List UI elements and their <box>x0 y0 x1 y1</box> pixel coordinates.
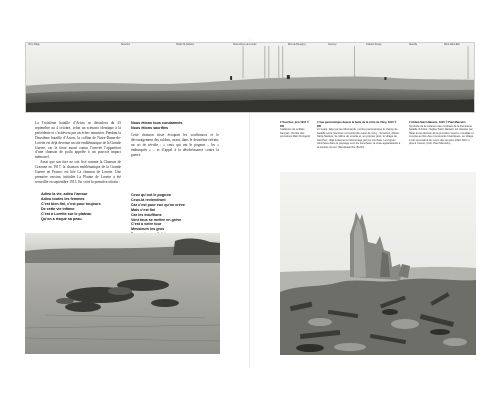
panorama-label: Souchez <box>121 44 130 46</box>
panorama-label: Notre-Dame de Lorette <box>233 44 257 46</box>
caption-body: Symbole de la violence des combats de la Deuxième bataille d’Artois, l’église Saint-Nazaire est classée par l’État au lendemain de la première Guerre mondiale et compte au titre des monuments historiques. Le village a été reconstruit au cours des années 1920, 500 m plus à l’ouest. (Coll. Paul Marcelin) <box>409 124 474 146</box>
caption-body: Cadavres de soldats français. (Fonds des premières Main Dorigent) <box>280 128 311 139</box>
poem-line: Qu’on a risqué sa peau <box>41 216 82 221</box>
poem-line: C’est bien fini, c’est pour toujours <box>41 201 101 206</box>
poem-line: Vont tous se mettre en grève <box>131 217 182 222</box>
panorama-label: Neuville <box>409 44 418 46</box>
caption-title: # Ablain-Saint-Nazaire, 1915 © Paul Marcelin <box>409 121 466 124</box>
caption-body: À l’ouest, faite par les Allemands, montre panoramique le champ de bataille entre Souchez et l’extrémité ouest de Vimy : Souchez, Ablain-Saint-Nazaire, la colline de Lorette et, au premier plan, le village de Souchez, déjà lentement endommagé par les combats. Les lignes tranchées dans le paysage sont les tranchées, la craie apparaissant à la surface du sol. (Bundesarchiv, Berlin) <box>317 128 401 149</box>
body-paragraph: Aussi que son titre ne soit fixé comme la Chanson de Craonne en 1917, la chanson emblématique de la Grande Guerre en France, est liée La chanson de Lorette. Une première version, intitulée La Plainte de Lorette a été recueillie en septembre 1915. En voici la première refrain : <box>35 160 121 184</box>
body-paragraph: La Troisième bataille d’Artois se déroulera du 25 septembre au 4 octobre, selon un scénario identique à la précédente et s’achèvera par un échec meurtrier. Pendant la Deuxième bataille d’Artois, la colline de Notre-Dame-de-Lorette est déjà devenue un site emblématique de la Grande Guerre, car la fosse aurait connu l’arrivée l’apparition d’une chanson de poilu appelée à un pouvoir impact mémoriel. <box>35 121 121 160</box>
caption-panorama <box>317 121 401 149</box>
body-paragraph: Cette chanson triste évoquait les souffrances et le découragement des soldats, avant, dans le deuxième refrain, un cri de révolte : « ceux qui ont le pognon – les « embusqués » – et d’appel à la désobéissance contre la guerre. <box>131 133 219 157</box>
poem-refrain-1 <box>41 192 126 221</box>
poem-line: C’est à votre tour <box>131 222 162 227</box>
left-column-text <box>35 121 121 185</box>
photo-fallen-soldiers <box>25 233 220 354</box>
poem-line: Ceux-là reviendront <box>131 197 166 202</box>
caption-ablain <box>409 121 475 146</box>
caption-title: # Vue panoramique depuis la butte de la crête de Vimy, 1915 © DR <box>317 121 397 128</box>
poem-refrain-continuation <box>131 121 221 131</box>
poem-line: Adieu toutes les femmes <box>41 196 85 201</box>
panorama-label: Ablain-St-Nazaire <box>176 44 194 46</box>
panorama-label: Carency <box>328 44 337 46</box>
panorama-label: Vimy Ridge <box>28 44 40 46</box>
panorama-image <box>26 43 474 112</box>
poem-line: Messieurs les gros <box>131 227 165 232</box>
poem-line: Adieu la vie, adieu l’amour <box>41 192 88 196</box>
poem-line: Ceux qu’ont le pognon <box>131 193 171 197</box>
ruin-photo-image <box>280 172 476 355</box>
poem-line: Car les trouffions <box>131 212 162 217</box>
poem-line: Nous étions sacrifiés <box>131 125 169 130</box>
poem-line: Car c’est pour eux qu’on crève <box>131 202 185 207</box>
poem-line: Mais c’est fini <box>131 207 156 212</box>
poem-line: C’est à Lorette sur le plateau <box>41 211 92 216</box>
soldier-photo-image <box>25 233 220 354</box>
panorama-label: Bois de Bouvigny <box>288 44 306 46</box>
panorama-label: Cabaret Rouge <box>366 44 382 46</box>
poem-line: Nous étions tous condamnés <box>131 121 183 125</box>
panorama-photo <box>25 42 475 113</box>
photo-church-ruins <box>280 172 476 355</box>
poem-line: De cette vie infâme <box>41 206 75 211</box>
caption-title: # Souchez, juin 1915 © DR <box>280 121 310 128</box>
caption-souchez <box>280 121 313 139</box>
panorama-label: Mont-Saint-Éloi <box>444 44 460 46</box>
